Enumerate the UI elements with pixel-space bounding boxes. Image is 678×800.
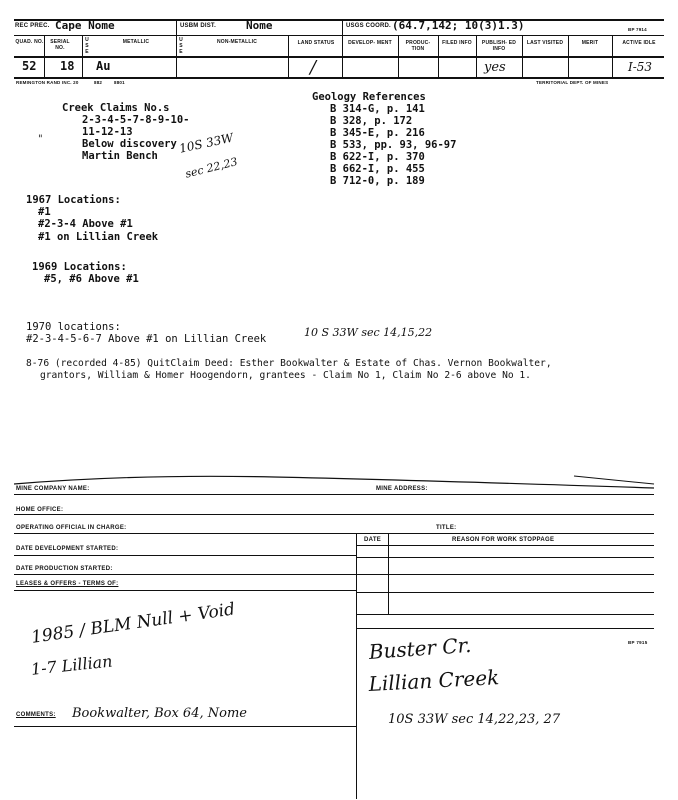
locations-1967-line-2: #2-3-4 Above #1 — [38, 218, 133, 230]
handwritten-creek-1: Buster Cr. — [368, 632, 473, 664]
margin-mark: " — [38, 134, 43, 145]
col-development: DEVELOP- MENT — [348, 40, 392, 46]
form-number-bottom: BP 7915 — [628, 640, 648, 645]
usbm-dist-value: Nome — [246, 19, 273, 32]
published-info-value: yes — [484, 60, 506, 75]
col-production: PRODUC- TION — [405, 40, 431, 52]
land-status-value: / — [310, 57, 317, 78]
geology-title: Geology References — [312, 91, 426, 103]
col-metallic: METALLIC — [122, 39, 150, 45]
col-use-nonmetallic: U S E — [179, 37, 183, 55]
col-published-info: PUBLISH- ED INFO — [481, 40, 517, 52]
handwritten-creek-2: Lillian Creek — [368, 665, 500, 696]
rec-prec-value: Cape Nome — [55, 19, 115, 32]
col-quad-no: QUAD. NO. — [15, 39, 44, 45]
printer-line: REMINGTON RAND INC. 20 — [16, 80, 79, 85]
quad-no-value: 52 — [22, 59, 37, 73]
date-column-header: DATE — [364, 537, 382, 543]
geology-ref-3: B 345-E, p. 216 — [330, 127, 425, 139]
geology-ref-6: B 662-I, p. 455 — [330, 163, 425, 175]
col-last-visited: LAST VISITED — [526, 40, 564, 46]
handwritten-location-1: 10S 33W — [178, 130, 235, 156]
col-use-metallic: U S E — [85, 37, 89, 55]
form-top-line — [14, 468, 664, 492]
col-active-idle: ACTIVE IDLE — [622, 40, 656, 46]
locations-1969-title: 1969 Locations: — [32, 261, 127, 273]
serial-no-value: 18 — [60, 59, 75, 73]
claims-line-3: Below discovery — [82, 138, 177, 150]
usgs-coord-label: USGS COORD. — [346, 23, 391, 29]
geology-ref-4: B 533, pp. 93, 96-97 — [330, 139, 457, 151]
handwritten-location-2: sec 22,23 — [184, 155, 239, 181]
handwritten-leases-note-1: 1985 / BLM Null + Void — [30, 599, 237, 648]
territorial-dept: TERRITORIAL DEPT. OF MINES — [536, 80, 609, 85]
handwritten-location-3: 10 S 33W sec 14,15,22 — [304, 326, 433, 339]
col-serial-no: SERIAL NO. — [50, 39, 70, 51]
rec-prec-label: REC PREC. — [15, 23, 50, 29]
locations-1967-line-3: #1 on Lillian Creek — [38, 231, 159, 243]
col-non-metallic: NON-METALLIC — [216, 39, 258, 45]
date-production-started-label: DATE PRODUCTION STARTED: — [16, 566, 113, 572]
locations-1970-title: 1970 locations: — [26, 321, 121, 333]
metallic-value: Au — [96, 59, 111, 73]
handwritten-location-4: 10S 33W sec 14,22,23, 27 — [388, 712, 561, 727]
date-development-started-label: DATE DEVELOPMENT STARTED: — [16, 546, 119, 552]
geology-ref-1: B 314-G, p. 141 — [330, 103, 425, 115]
printer-code-2: 8801 — [114, 80, 125, 85]
claims-line-2: 11-12-13 — [82, 126, 133, 138]
comments-label: COMMENTS: — [16, 712, 56, 718]
col-filed-info: FILED INFO — [442, 40, 472, 46]
locations-1967-line-1: #1 — [38, 206, 51, 218]
active-idle-value: I-53 — [628, 60, 653, 74]
mine-company-name-label: MINE COMPANY NAME: — [16, 486, 90, 492]
deed-line-1: 8-76 (recorded 4-85) QuitClaim Deed: Esther Bookwalter & Estate of Chas. Vernon Bookwalter, — [26, 358, 552, 369]
claims-title: Creek Claims No.s — [62, 102, 170, 114]
operating-official-label: OPERATING OFFICIAL IN CHARGE: — [16, 525, 127, 531]
locations-1970-line: #2-3-4-5-6-7 Above #1 on Lillian Creek — [26, 333, 267, 345]
claims-line-1: 2-3-4-5-7-8-9-10- — [82, 114, 190, 126]
leases-offers-label: LEASES & OFFERS - TERMS OF: — [16, 581, 119, 587]
mine-address-label: MINE ADDRESS: — [376, 486, 428, 492]
usgs-coord-value: (64.7,142; 10(3)1.3) — [392, 19, 525, 32]
handwritten-leases-note-2: 1-7 Lillian — [30, 651, 114, 679]
geology-ref-2: B 328, p. 172 — [330, 115, 413, 127]
form-number-top: BP 7914 — [628, 27, 647, 32]
printer-code-1: 882 — [94, 80, 103, 85]
title-label: TITLE: — [436, 525, 457, 531]
deed-line-2: grantors, William & Homer Hoogendorn, grantees - Claim No 1, Claim No 2-6 above No 1. — [40, 370, 531, 381]
geology-ref-5: B 622-I, p. 370 — [330, 151, 425, 163]
col-merit: MERIT — [581, 40, 599, 46]
locations-1969-line-1: #5, #6 Above #1 — [44, 273, 139, 285]
locations-1967-title: 1967 Locations: — [26, 194, 121, 206]
claims-line-4: Martin Bench — [82, 150, 158, 162]
usbm-dist-label: USBM DIST. — [180, 23, 217, 29]
reason-column-header: REASON FOR WORK STOPPAGE — [452, 537, 555, 543]
geology-ref-7: B 712-0, p. 189 — [330, 175, 425, 187]
col-land-status: LAND STATUS — [297, 40, 335, 46]
home-office-label: HOME OFFICE: — [16, 507, 64, 513]
handwritten-comments: Bookwalter, Box 64, Nome — [72, 706, 247, 721]
